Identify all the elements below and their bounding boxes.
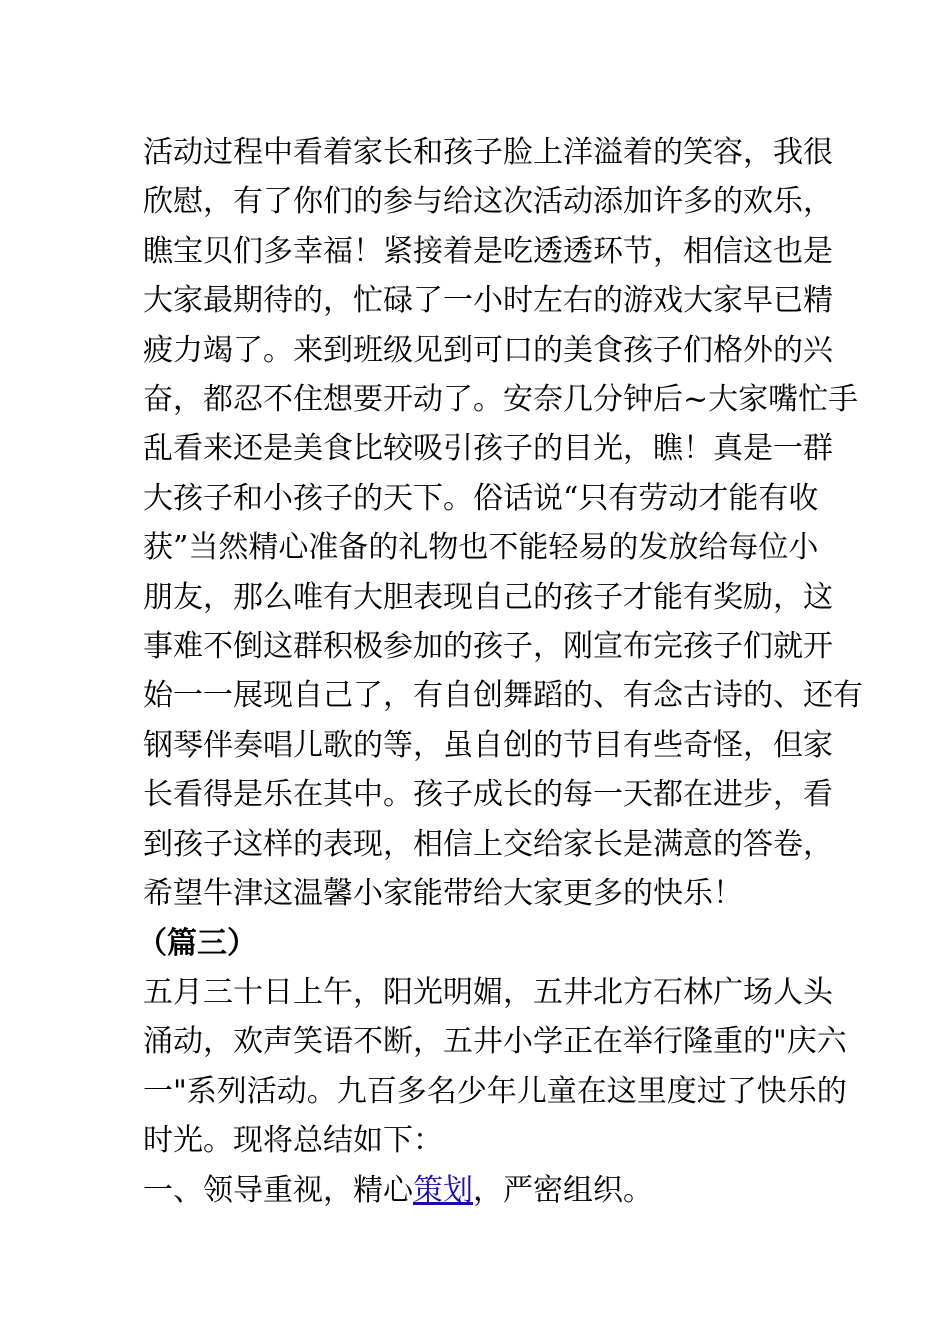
text-line: 获”当然精心准备的礼物也不能轻易的发放给每位小 xyxy=(143,530,819,566)
text-line: 乱看来还是美食比较吸引孩子的目光，瞧！真是一群 xyxy=(143,431,833,467)
text-line: 事难不倒这群积极参加的孩子，刚宣布完孩子们就开 xyxy=(143,629,833,665)
text-line: 涌动，欢声笑语不断，五井小学正在举行隆重的"庆六 xyxy=(143,1024,847,1060)
text-line: 钢琴伴奏唱儿歌的等，虽自创的节目有些奇怪，但家 xyxy=(143,727,833,763)
paragraph-1 xyxy=(143,128,863,919)
text-line: 朋友，那么唯有大胆表现自己的孩子才能有奖励，这 xyxy=(143,579,833,615)
text-line: 始一一展现自己了，有自创舞蹈的、有念古诗的、还有 xyxy=(143,678,863,714)
text-line: 五月三十日上午，阳光明媚，五井北方石林广场人头 xyxy=(143,974,833,1010)
list-item-1 xyxy=(143,1166,813,1215)
text-line: 大孩子和小孩子的天下。俗话说“只有劳动才能有收 xyxy=(143,480,819,516)
text-line: 时光。现将总结如下： xyxy=(143,1123,443,1159)
text-line: 长看得是乐在其中。孩子成长的每一天都在进步，看 xyxy=(143,777,833,813)
planning-link[interactable]: 策划 xyxy=(413,1172,473,1208)
document-body xyxy=(137,128,863,1215)
text-line: 欣慰，有了你们的参与给这次活动添加许多的欢乐， xyxy=(143,184,833,220)
text-line: 疲力竭了。来到班级见到可口的美食孩子们格外的兴 xyxy=(143,332,833,368)
paragraph-2 xyxy=(143,968,847,1166)
text-line: 瞧宝贝们多幸福！紧接着是吃透透环节，相信这也是 xyxy=(143,233,833,269)
list-item-prefix: 一、领导重视，精心 xyxy=(143,1172,413,1208)
text-line: 希望牛津这温馨小家能带给大家更多的快乐！ xyxy=(143,876,743,912)
text-line: 活动过程中看着家长和孩子脸上洋溢着的笑容，我很 xyxy=(143,135,833,170)
text-line: 一"系列活动。九百多名少年儿童在这里度过了快乐的 xyxy=(143,1073,847,1109)
section-heading: （篇三） xyxy=(137,925,257,961)
list-item-suffix: ，严密组织。 xyxy=(473,1172,653,1208)
text-line: 到孩子这样的表现，相信上交给家长是满意的答卷， xyxy=(143,826,833,862)
text-line: 奋，都忍不住想要开动了。安奈几分钟后~大家嘴忙手 xyxy=(143,382,859,418)
text-line: 大家最期待的，忙碌了一小时左右的游戏大家早已精 xyxy=(143,283,833,319)
